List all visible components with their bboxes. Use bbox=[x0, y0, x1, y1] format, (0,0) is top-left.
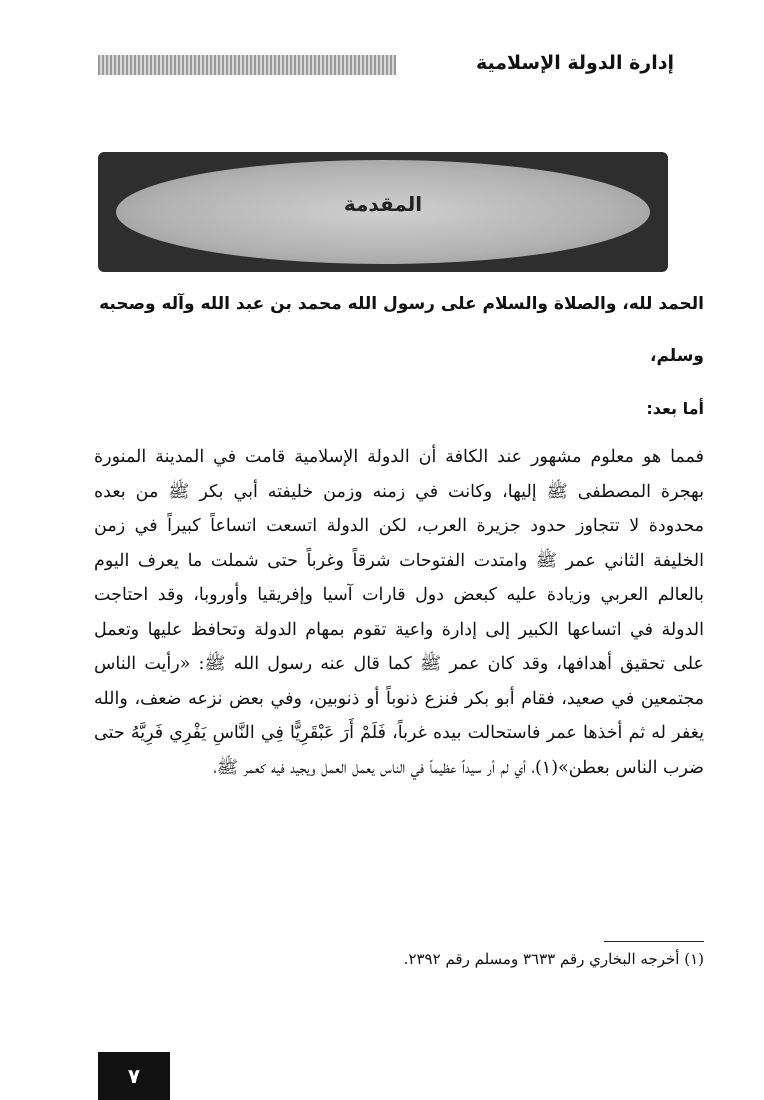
page-number: ٧ bbox=[98, 1052, 170, 1100]
footnote: (١) أخرجه البخاري رقم ٣٦٣٣ ومسلم رقم ٢٣٩٢. bbox=[403, 950, 704, 968]
running-header-title: إدارة الدولة الإسلامية bbox=[475, 52, 674, 74]
section-title: المقدمة bbox=[343, 192, 423, 216]
intro-amma-bad: أما بعد: bbox=[646, 399, 704, 418]
intro-praise-line: الحمد لله، والصلاة والسلام على رسول الله محمد بن عبد الله وآله وصحبه bbox=[99, 294, 704, 314]
footnote-divider bbox=[604, 941, 704, 942]
intro-praise-line-end: وسلم، bbox=[649, 346, 704, 366]
section-banner bbox=[98, 152, 668, 272]
body-paragraph: فمما هو معلوم مشهور عند الكافة أن الدولة الإسلامية قامت في المدينة المنورة بهجرة المصطفى ﷺ إليها، وكانت في زمنه وزمن خليفته أبي بكر ﷺ من بعده محدودة لا تتجاوز حدود جزيرة العرب، لكن الدولة اتسعت اتساعاً كبيراً في زمن الخليفة الثاني عمر ﷺ وامتدت الفتوحات شرقاً وغرباً حتى شملت ما يعرف اليوم بالعالم العربي وزيادة عليه كبعض دول قارات آسيا وإفريقيا وأوروبا، وقد احتاجت الدولة في اتساعها الكبير إلى إدارة واعية تقوم بمهام الدولة وتحافظ عليها وتعمل على تحقيق أهدافها، وقد كان عمر ﷺ كما قال عنه رسول الله ﷺ: «رأيت الناس مجتمعين في صعيد، فقام أبو بكر فنزع ذنوباً أو ذنوبين، وفي بعض نزعه ضعف، والله يغفر له ثم أخذها عمر فاستحالت بيده غرباً، فَلَمْ أَرَ عَبْقَرِيًّا فِي النَّاسِ يَفْرِي فَرِيَّهُ حتى ضرب الناس بعطن»(١)، أي لم أر سيداً عظيماً في الناس يعمل العمل ويجيد فيه كعمر ﷺ، bbox=[94, 447, 704, 778]
header-decorative-bar bbox=[98, 55, 396, 75]
